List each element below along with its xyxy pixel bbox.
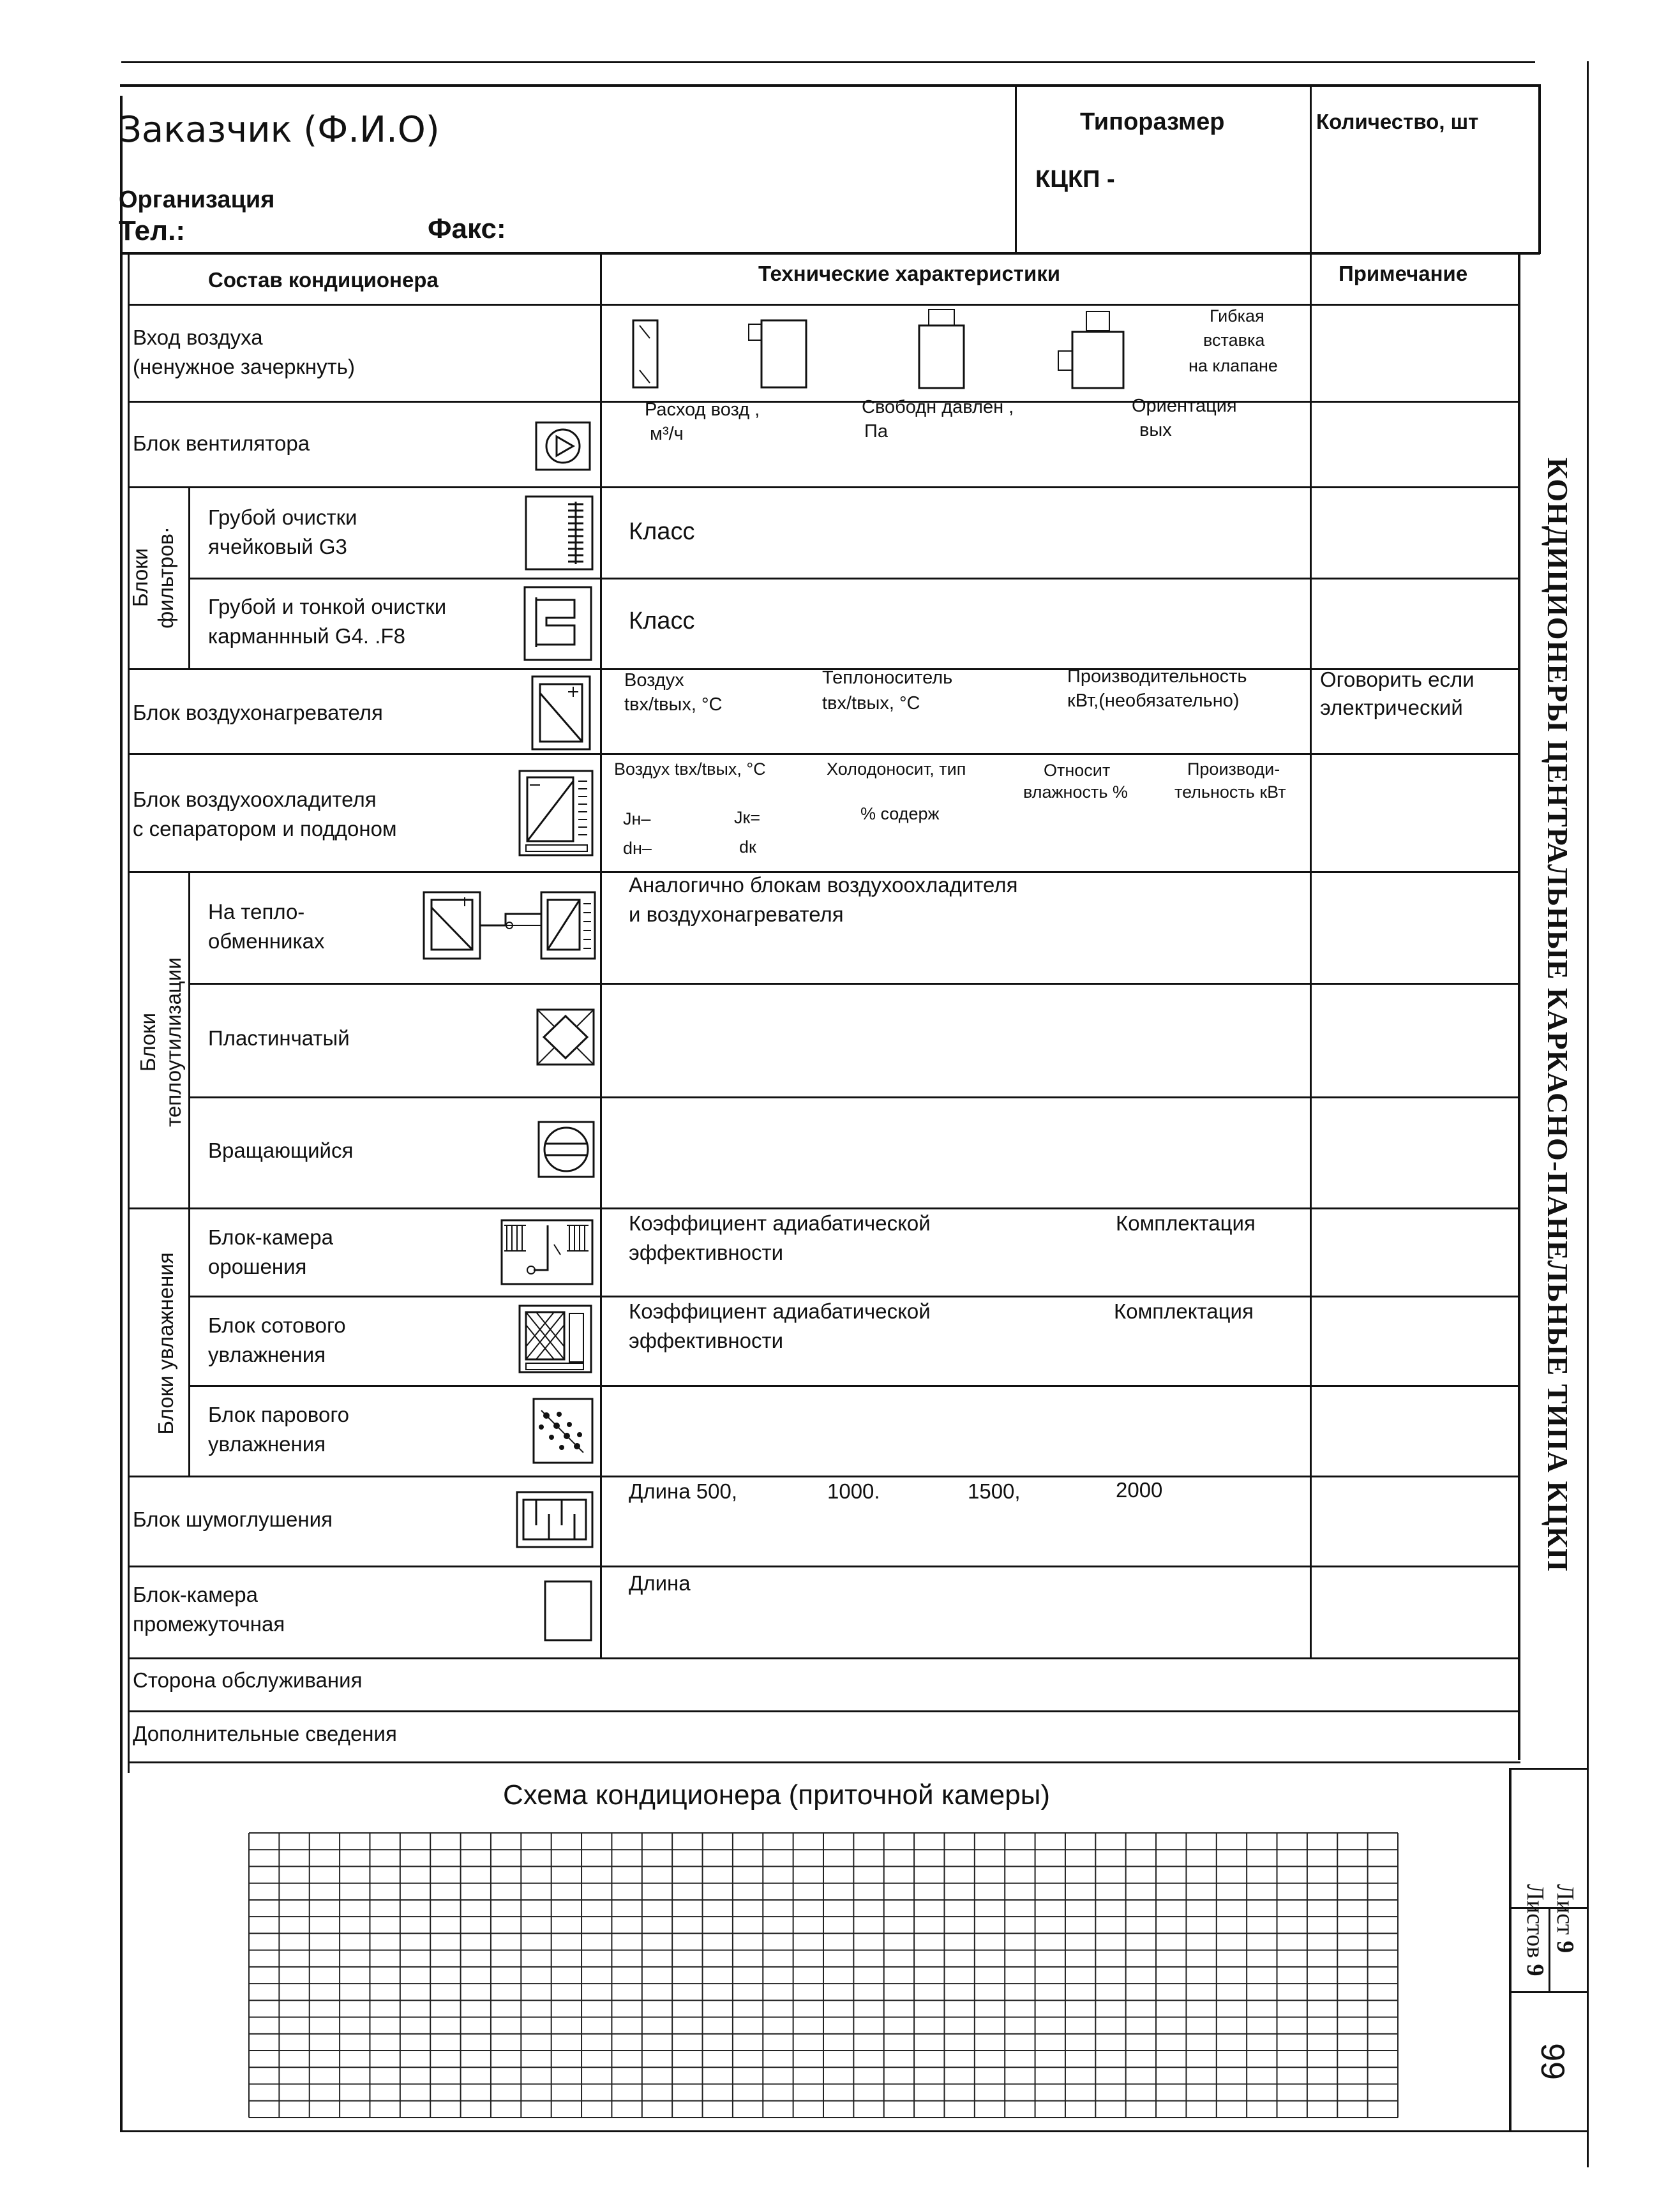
filter-fine-type: карманнный G4. .F8 <box>208 624 405 648</box>
cooler-jn: Jн– <box>623 809 651 828</box>
heater-label: Блок воздухонагревателя <box>133 701 383 724</box>
recovery-plate-label: Пластинчатый <box>208 1026 350 1050</box>
filter-coarse-class: Класс <box>629 518 695 545</box>
humid-steam-icon <box>532 1398 594 1464</box>
silencer-icon <box>516 1491 594 1548</box>
humid-cell-coef-1: Коэффициент адиабатической <box>629 1299 931 1323</box>
intermediate-label-2: промежуточная <box>133 1612 285 1636</box>
heater-carrier-unit: tвх/tвых, °С <box>822 693 920 714</box>
heater-note-1: Оговорить если <box>1320 668 1474 691</box>
inlet-front-icon <box>746 319 809 389</box>
col-composition: Состав кондиционера <box>208 268 439 292</box>
phone-label: Тел.: <box>119 215 185 246</box>
bottom-edge-line <box>120 2130 1588 2132</box>
heater-icon <box>531 675 592 751</box>
heater-air-unit: tвх/tвых, °С <box>624 694 723 715</box>
recovery-rotary-label: Вращающийся <box>208 1139 354 1162</box>
humid-spray-kit: Комплектация <box>1116 1211 1256 1235</box>
recovery-exchangers-spec-1: Аналогично блокам воздухоохладителя <box>629 873 1018 897</box>
inlet-straight-icon <box>632 319 664 389</box>
stamp-sheet: Лист 9 <box>1552 1884 1579 1954</box>
air-inlet-hint: (ненужное зачеркнуть) <box>133 355 355 378</box>
silencer-length-1000: 1000. <box>827 1479 880 1503</box>
humid-spray-label-1: Блок-камера <box>208 1225 333 1249</box>
humid-cell-label-1: Блок сотового <box>208 1313 346 1337</box>
scheme-title: Схема кондиционера (приточной камеры) <box>503 1779 1050 1811</box>
heater-carrier-label: Теплоноситель <box>822 668 953 688</box>
fan-label: Блок вентилятора <box>133 431 310 455</box>
heater-power-unit: кВт,(необязательно) <box>1067 691 1240 711</box>
right-edge-line <box>1587 61 1589 2167</box>
col-note: Примечание <box>1339 262 1468 285</box>
air-inlet-label: Вход воздуха <box>133 325 263 349</box>
cooler-content: % содерж <box>860 804 940 823</box>
organization-label: Организация <box>119 186 275 213</box>
intermediate-label-1: Блок-камера <box>133 1583 258 1606</box>
cooler-coolant-label: Холодоносит, тип <box>827 759 966 779</box>
silencer-length-1500: 1500, <box>968 1479 1021 1503</box>
silencer-length-500: Длина 500, <box>629 1479 738 1503</box>
stamp-page-number: 99 <box>1534 2043 1571 2080</box>
recovery-group-label: Блоки теплоутилизации <box>136 957 185 1127</box>
cooler-dk: dк <box>739 837 756 856</box>
cooler-perf-label: Производи- <box>1187 759 1280 779</box>
side-title: КОНДИЦИОНЕРЫ ЦЕНТРАЛЬНЫЕ КАРКАСНО-ПАНЕЛЬНЫЕ ТИПА КЦКП <box>1541 458 1574 1572</box>
filter-fine-class: Класс <box>629 608 695 634</box>
humid-spray-coef-2: эффективности <box>629 1241 784 1264</box>
filters-group-label: Блоки фильтров· <box>128 527 177 629</box>
cooler-air-label: Воздух tвх/tвых, °С <box>614 759 766 779</box>
cooler-label-1: Блок воздухоохладителя <box>133 788 377 811</box>
humid-cell-coef-2: эффективности <box>629 1329 784 1352</box>
fan-flow-unit: м³/ч <box>650 424 684 444</box>
cooler-jk: Jк= <box>734 808 761 827</box>
cooler-icon <box>518 770 595 858</box>
service-side-label: Сторона обслуживания <box>133 1668 363 1692</box>
humid-cell-label-2: увлажнения <box>208 1343 326 1366</box>
filter-fine-label: Грубой и тонкой очистки <box>208 595 447 618</box>
humid-spray-icon <box>500 1219 594 1285</box>
intermediate-icon <box>544 1580 594 1641</box>
flexible-label-1: Гибкая <box>1210 306 1264 325</box>
recovery-exchangers-spec-2: и воздухонагревателя <box>629 902 844 926</box>
cooler-humidity-unit: влажность % <box>1023 782 1128 802</box>
humid-steam-label-2: увлажнения <box>208 1432 326 1456</box>
humid-spray-label-2: орошения <box>208 1255 307 1278</box>
filter-pocket-icon <box>523 586 594 662</box>
recovery-rotary-icon <box>537 1121 595 1178</box>
quantity-label: Количество, шт <box>1316 110 1479 133</box>
heater-note-2: электрический <box>1320 696 1463 719</box>
cooler-perf-unit: тельность кВт <box>1174 782 1286 802</box>
silencer-label: Блок шумоглушения <box>133 1507 333 1531</box>
stamp-sheets: Листов 9 <box>1522 1884 1549 1977</box>
flexible-label-3: на клапане <box>1189 356 1278 375</box>
filter-coarse-icon <box>525 495 595 572</box>
filter-coarse-type: ячейковый G3 <box>208 535 347 558</box>
flexible-label-2: вставка <box>1203 331 1265 350</box>
cooler-label-2: с сепаратором и поддоном <box>133 817 397 841</box>
additional-info-label: Дополнительные сведения <box>133 1722 397 1745</box>
fan-flow-label: Расход возд , <box>645 400 760 420</box>
filter-coarse-label: Грубой очистки <box>208 505 357 529</box>
top-edge-line <box>121 61 1535 63</box>
heater-air-label: Воздух <box>624 670 684 691</box>
humid-spray-coef-1: Коэффициент адиабатической <box>629 1211 931 1235</box>
left-edge-line <box>120 96 123 2132</box>
cooler-humidity-label: Относит <box>1044 761 1111 780</box>
recovery-plate-icon <box>536 1008 595 1066</box>
customer-label: Заказчик (Ф.И.О) <box>119 109 440 151</box>
inlet-top-icon <box>913 306 970 389</box>
fan-pressure-label: Свободн давлен , <box>862 397 1014 417</box>
recovery-exchangers-label-1: На тепло- <box>208 900 305 923</box>
fax-label: Факс: <box>428 213 506 244</box>
intermediate-length: Длина <box>629 1571 691 1595</box>
fan-icon <box>535 421 592 472</box>
inlet-flexible-icon <box>1053 306 1136 389</box>
cooler-dn: dн– <box>623 839 652 858</box>
humid-steam-label-1: Блок парового <box>208 1403 349 1426</box>
col-specs: Технические характеристики <box>758 262 1061 285</box>
scheme-grid[interactable] <box>249 1833 1398 2118</box>
size-label: Типоразмер <box>1080 108 1225 135</box>
recovery-exchangers-label-2: обменниках <box>208 929 325 953</box>
fan-orient-label: Ориентация <box>1132 396 1237 416</box>
fan-orient-unit: вых <box>1139 420 1172 440</box>
size-value: КЦКП - <box>1035 166 1115 193</box>
humidification-group-label: Блоки увлажнения <box>154 1252 177 1435</box>
heater-power-label: Производительность <box>1067 666 1247 687</box>
recovery-exchangers-icon <box>423 891 596 961</box>
humid-cell-icon <box>518 1304 594 1375</box>
silencer-length-2000: 2000 <box>1116 1478 1163 1502</box>
humid-cell-kit: Комплектация <box>1114 1299 1254 1323</box>
fan-pressure-unit: Па <box>864 421 888 442</box>
